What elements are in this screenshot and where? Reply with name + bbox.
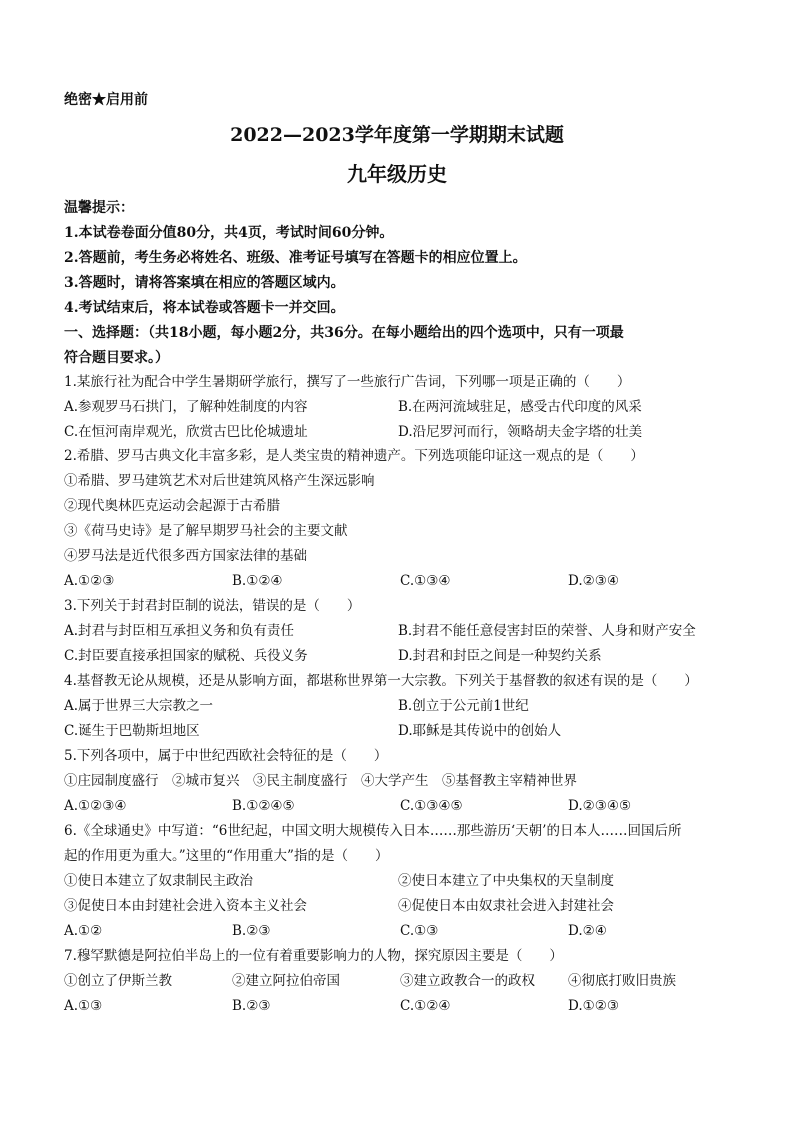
option-d: D.①②③ bbox=[568, 998, 619, 1014]
statement: ③促使日本由封建社会进入资本主义社会 bbox=[64, 898, 307, 914]
tips-heading: 温馨提示： bbox=[64, 200, 134, 216]
option-b: B.②③ bbox=[232, 998, 271, 1014]
option-c: C.①③ bbox=[400, 923, 439, 939]
statement: ①使日本建立了奴隶制民主政治 bbox=[64, 873, 253, 889]
option-d: D.耶稣是其传说中的创始人 bbox=[398, 723, 562, 739]
statement: ②现代奥林匹克运动会起源于古希腊 bbox=[64, 498, 280, 514]
question-stem: 1.某旅行社为配合中学生暑期研学旅行，撰写了一些旅行广告词，下列哪一项是正确的（ ） bbox=[64, 374, 631, 390]
statement: ③《荷马史诗》是了解早期罗马社会的主要文献 bbox=[64, 523, 348, 539]
option-d: D.②③④⑤ bbox=[568, 798, 632, 814]
question-stem: 2.希腊、罗马古典文化丰富多彩，是人类宝贵的精神遗产。下列选项能印证这一观点的是（ ） bbox=[64, 448, 644, 464]
statement: ④促使日本由奴隶社会进入封建社会 bbox=[398, 898, 614, 914]
statement: ④罗马法是近代很多西方国家法律的基础 bbox=[64, 548, 307, 564]
option-d: D.封君和封臣之间是一种契约关系 bbox=[398, 648, 602, 664]
question-stem: 7.穆罕默德是阿拉伯半岛上的一位有着重要影响力的人物，探究原因主要是（ ） bbox=[64, 948, 563, 964]
option-a: A.属于世界三大宗教之一 bbox=[64, 698, 214, 714]
option-a: A.封君与封臣相互承担义务和负有责任 bbox=[64, 623, 295, 639]
statement: ④彻底打败旧贵族 bbox=[568, 973, 676, 989]
option-c: C.①③④⑤ bbox=[400, 798, 463, 814]
option-d: D.②③④ bbox=[568, 573, 619, 589]
statement: ①庄园制度盛行 ②城市复兴 ③民主制度盛行 ④大学产生 ⑤基督教主宰精神世界 bbox=[64, 773, 577, 789]
statement: ②建立阿拉伯帝国 bbox=[232, 973, 340, 989]
option-c: C.封臣要直接承担国家的赋税、兵役义务 bbox=[64, 648, 308, 664]
option-a: A.①② bbox=[64, 923, 103, 939]
option-c: C.①③④ bbox=[400, 573, 451, 589]
question-stem: 5.下列各项中，属于中世纪西欧社会特征的是（ ） bbox=[64, 748, 388, 764]
statement: ③建立政教合一的政权 bbox=[400, 973, 535, 989]
option-a: A.①②③ bbox=[64, 573, 115, 589]
exam-subject: 九年级历史 bbox=[347, 162, 447, 186]
option-b: B.在两河流域驻足，感受古代印度的风采 bbox=[398, 399, 642, 415]
option-a: A.①③ bbox=[64, 998, 103, 1014]
question-stem: 6.《全球通史》中写道：“6世纪起，中国文明大规模传入日本……那些游历‘天朝’的日本人……回国后所 bbox=[64, 823, 682, 839]
option-c: C.诞生于巴勒斯坦地区 bbox=[64, 723, 200, 739]
confidential-mark: 绝密★启用前 bbox=[64, 92, 148, 108]
option-c: C.在恒河南岸观光，欣赏古巴比伦城遗址 bbox=[64, 424, 308, 440]
question-stem-cont: 起的作用更为重大。”这里的“作用重大”指的是（ ） bbox=[64, 848, 389, 864]
tip-item: 1.本试卷卷面分值80分，共4页，考试时间60分钟。 bbox=[64, 225, 394, 241]
option-d: D.②④ bbox=[568, 923, 607, 939]
section-heading: 一、选择题：（共18小题，每小题2分，共36分。在每小题给出的四个选项中，只有一项最 bbox=[64, 325, 624, 341]
option-a: A.参观罗马石拱门，了解种姓制度的内容 bbox=[64, 399, 308, 415]
option-b: B.封君不能任意侵害封臣的荣誉、人身和财产安全 bbox=[398, 623, 696, 639]
option-b: B.创立于公元前1世纪 bbox=[398, 698, 529, 714]
statement: ①创立了伊斯兰教 bbox=[64, 973, 172, 989]
tip-item: 3.答题时，请将答案填在相应的答题区域内。 bbox=[64, 275, 345, 291]
option-b: B.①②④⑤ bbox=[232, 798, 295, 814]
option-d: D.沿尼罗河而行，领略胡夫金字塔的壮美 bbox=[398, 424, 643, 440]
option-c: C.①②④ bbox=[400, 998, 451, 1014]
option-b: B.②③ bbox=[232, 923, 271, 939]
statement: ②使日本建立了中央集权的天皇制度 bbox=[398, 873, 614, 889]
exam-title: 2022—2023学年度第一学期期末试题 bbox=[230, 124, 564, 146]
question-stem: 4.基督教无论从规模，还是从影响方面，都堪称世界第一大宗教。下列关于基督教的叙述有误的是（ ） bbox=[64, 673, 698, 689]
option-a: A.①②③④ bbox=[64, 798, 127, 814]
tip-item: 4.考试结束后，将本试卷或答题卡一并交回。 bbox=[64, 300, 345, 316]
section-heading-cont: 符合题目要求。） bbox=[64, 350, 169, 366]
option-b: B.①②④ bbox=[232, 573, 283, 589]
question-stem: 3.下列关于封君封臣制的说法，错误的是（ ） bbox=[64, 598, 361, 614]
statement: ①希腊、罗马建筑艺术对后世建筑风格产生深远影响 bbox=[64, 473, 375, 489]
tip-item: 2.答题前，考生务必将姓名、班级、准考证号填写在答题卡的相应位置上。 bbox=[64, 250, 527, 266]
